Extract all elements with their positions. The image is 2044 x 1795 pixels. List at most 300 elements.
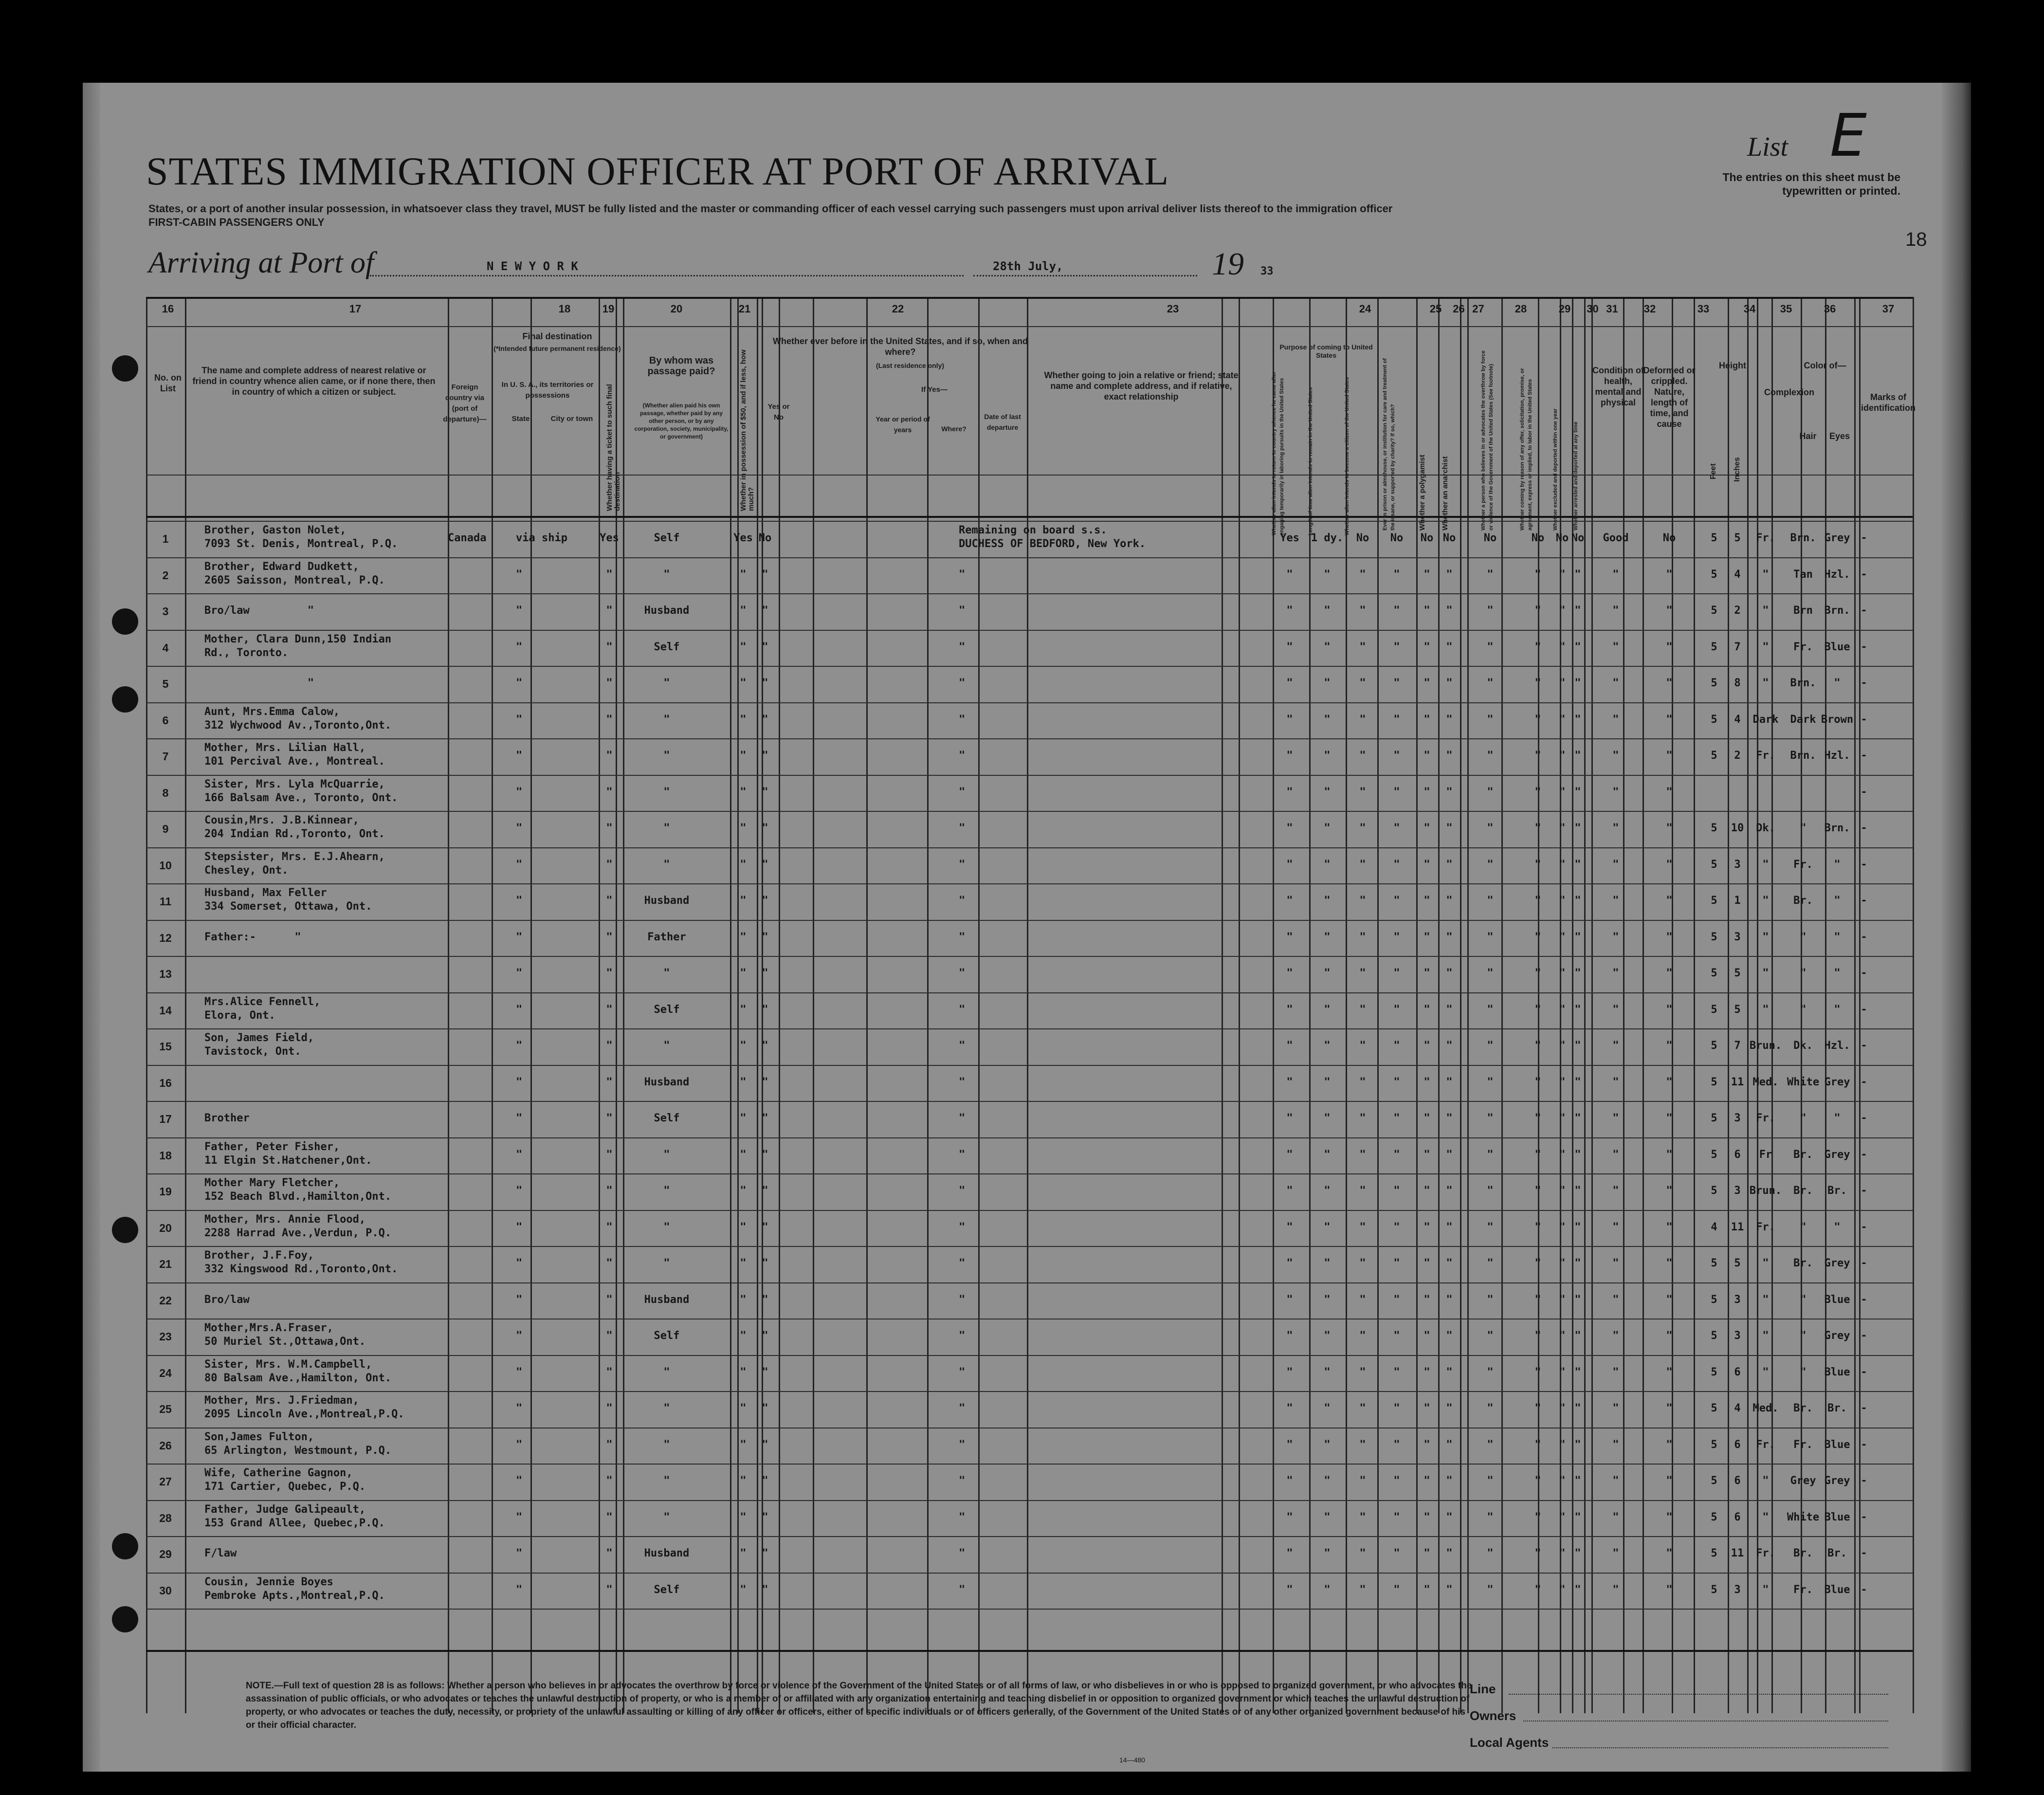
cell-c29: " — [1534, 641, 1541, 653]
cell-c25: " — [1393, 859, 1400, 871]
cell-health: " — [1612, 568, 1619, 581]
cell-p24c: " — [1359, 1185, 1366, 1197]
cell-join: " — [959, 1185, 966, 1197]
cell-ticket: " — [606, 1584, 613, 1596]
row-divider — [146, 666, 1913, 667]
cell-join: " — [959, 568, 966, 581]
row-number: 1 — [162, 532, 169, 545]
cell-eyes: Brn. — [1824, 604, 1850, 617]
header-feet: Feet — [1709, 463, 1717, 479]
list-label: List — [1747, 132, 1788, 162]
cell-c25: " — [1393, 1439, 1400, 1451]
cell-c29: " — [1534, 714, 1541, 726]
row-divider — [146, 1173, 1913, 1174]
cell-ticket: Yes — [600, 532, 619, 544]
cell-c29: No — [1531, 532, 1545, 544]
cell-rel: Mother Mary Fletcher, 152 Beach Blvd.,Hamilton,Ont. — [204, 1177, 392, 1203]
cell-before: " — [762, 677, 768, 689]
cell-deformed: " — [1666, 568, 1673, 581]
cell-c31: " — [1574, 1040, 1581, 1052]
cell-health: " — [1612, 1584, 1619, 1596]
cell-c27: " — [1446, 1257, 1453, 1269]
cell-ticket: " — [606, 750, 613, 762]
cell-deformed: " — [1666, 822, 1673, 834]
subtitle-line-1: States, or a port of another insular possession, in whatsoever class they travel, MUST be fully listed and the master or commanding officer of each vessel carrying such passengers must upon arrival deliver lists thereof to the immigration officer — [148, 202, 1393, 215]
column-number: 32 — [1643, 303, 1656, 315]
cell-c27: " — [1446, 1004, 1453, 1016]
cell-p24a: " — [1286, 1294, 1293, 1306]
header-purpose-citizen: Whether alien intends to become a citizen of the United States — [1344, 377, 1350, 535]
cell-c29: " — [1534, 895, 1541, 907]
line-fill-line — [1509, 1694, 1888, 1695]
cell-c30: " — [1559, 1076, 1566, 1088]
cell-c30: " — [1559, 568, 1566, 581]
cell-p24b: " — [1324, 568, 1331, 581]
cell-c31: " — [1574, 1475, 1581, 1487]
row-number: 26 — [159, 1439, 172, 1452]
header-money: Whether in possession of $50, and if less, how much? — [739, 349, 755, 511]
cell-p24a: " — [1286, 677, 1293, 689]
cell-p24b: 1 dy. — [1311, 532, 1344, 544]
cell-c26: " — [1424, 568, 1430, 581]
header-polygamist: Whether a polygamist — [1418, 455, 1426, 531]
cell-health: " — [1612, 1294, 1619, 1306]
cell-cx: Med. — [1752, 1076, 1779, 1088]
cell-p24a: " — [1286, 1475, 1293, 1487]
cell-c26: " — [1424, 786, 1430, 798]
header-eyes: Eyes — [1829, 431, 1850, 441]
cell-eyes: Blue — [1824, 1584, 1850, 1596]
cell-before: " — [762, 641, 768, 653]
cell-health: " — [1612, 1439, 1619, 1451]
cell-marks: - — [1861, 1511, 1867, 1523]
page-title: STATES IMMIGRATION OFFICER AT PORT OF ARRIVAL — [146, 149, 1169, 193]
row-number: 7 — [162, 750, 169, 763]
cell-p24c: " — [1359, 895, 1366, 907]
cell-p24a: " — [1286, 604, 1293, 617]
cell-p24b: " — [1324, 1366, 1331, 1378]
cell-p24a: " — [1286, 1149, 1293, 1161]
cell-marks: - — [1861, 1584, 1867, 1596]
cell-c26: " — [1424, 714, 1430, 726]
cell-ft: 5 — [1711, 967, 1717, 979]
cell-rel: Mother, Mrs. J.Friedman, 2095 Lincoln Ave.,Montreal,P.Q. — [204, 1394, 404, 1420]
header-last-residence: (Last residence only) — [876, 362, 945, 369]
cell-deformed: " — [1666, 967, 1673, 979]
cell-paid: Husband — [644, 604, 690, 617]
cell-hair: " — [1800, 1112, 1807, 1124]
cell-c27: " — [1446, 1294, 1453, 1306]
row-number: 18 — [159, 1149, 172, 1162]
cell-cx: " — [1762, 1366, 1769, 1378]
cell-c29: " — [1534, 1004, 1541, 1016]
cell-hair: Fr. — [1793, 641, 1813, 653]
row-divider — [146, 702, 1913, 703]
cell-money: " — [740, 895, 747, 907]
cell-c26: " — [1424, 1040, 1430, 1052]
cell-ft: 4 — [1711, 1221, 1717, 1233]
cell-p24c: " — [1359, 677, 1366, 689]
cell-before: " — [762, 568, 768, 581]
cell-c31: " — [1574, 931, 1581, 943]
cell-health: " — [1612, 1004, 1619, 1016]
cell-paid: " — [663, 1439, 670, 1451]
cell-cx: Fr. — [1756, 1439, 1775, 1451]
cell-usa: " — [516, 714, 523, 726]
cell-money: " — [740, 1547, 747, 1559]
cell-c30: " — [1559, 677, 1566, 689]
cell-paid: " — [663, 1475, 670, 1487]
cell-paid: Self — [654, 1330, 680, 1342]
cell-p24b: " — [1324, 1040, 1331, 1052]
cell-ticket: " — [606, 1149, 613, 1161]
cell-money: " — [740, 1330, 747, 1342]
cell-c27: " — [1446, 1439, 1453, 1451]
cell-usa: " — [516, 1257, 523, 1269]
cell-p24b: " — [1324, 931, 1331, 943]
cell-paid: " — [663, 1257, 670, 1269]
header-passage-paid: By whom was passage paid? — [647, 355, 715, 377]
cell-money: " — [740, 1584, 747, 1596]
cell-c31: " — [1574, 859, 1581, 871]
cell-ft: 5 — [1711, 1475, 1717, 1487]
header-q31: Whether arrested and deported at any time — [1573, 421, 1579, 531]
cell-c29: " — [1534, 1112, 1541, 1124]
cell-join: " — [959, 1402, 966, 1414]
cell-c31: " — [1574, 1004, 1581, 1016]
cell-paid: " — [663, 1149, 670, 1161]
cell-eyes: " — [1834, 677, 1841, 689]
cell-join: " — [959, 895, 966, 907]
cell-hair: Br. — [1793, 895, 1813, 907]
row-divider — [146, 920, 1913, 921]
subtitle-line-2: FIRST-CABIN PASSENGERS ONLY — [148, 216, 325, 228]
cell-c30: " — [1559, 714, 1566, 726]
column-number: 36 — [1824, 303, 1836, 315]
cell-p24a: " — [1286, 786, 1293, 798]
cell-c25: " — [1393, 1294, 1400, 1306]
cell-c29: " — [1534, 750, 1541, 762]
cell-p24c: " — [1359, 859, 1366, 871]
cell-ft: 5 — [1711, 604, 1717, 617]
cell-money: " — [740, 859, 747, 871]
cell-c27: " — [1446, 1475, 1453, 1487]
cell-c29: " — [1534, 1511, 1541, 1523]
cell-c27: " — [1446, 1185, 1453, 1197]
cell-p24b: " — [1324, 1257, 1331, 1269]
cell-before: " — [762, 1366, 768, 1378]
cell-marks: - — [1861, 568, 1867, 581]
column-number: 19 — [602, 303, 615, 315]
cell-p24a: " — [1286, 1221, 1293, 1233]
row-number: 30 — [159, 1584, 172, 1597]
cell-paid: " — [663, 1221, 670, 1233]
cell-c29: " — [1534, 568, 1541, 581]
cell-join: " — [959, 1257, 966, 1269]
header-if-yes: If Yes— — [921, 385, 948, 394]
cell-money: " — [740, 1185, 747, 1197]
cell-p24a: " — [1286, 1185, 1293, 1197]
cell-health: " — [1612, 1366, 1619, 1378]
cell-deformed: " — [1666, 1366, 1673, 1378]
cell-eyes: Grey — [1824, 532, 1850, 544]
cell-health: " — [1612, 1112, 1619, 1124]
cell-in: 5 — [1734, 967, 1741, 979]
cell-c31: " — [1574, 967, 1581, 979]
cell-ticket: " — [606, 822, 613, 834]
cell-join: " — [959, 1439, 966, 1451]
cell-p24b: " — [1324, 1547, 1331, 1559]
cell-rel: Son,James Fulton, 65 Arlington, Westmount, P.Q. — [204, 1431, 392, 1457]
cell-c26: " — [1424, 822, 1430, 834]
cell-marks: - — [1861, 786, 1867, 798]
cell-deformed: " — [1666, 1149, 1673, 1161]
cell-c31: " — [1574, 786, 1581, 798]
cell-c30: " — [1559, 859, 1566, 871]
cell-marks: - — [1861, 1257, 1867, 1269]
typewritten-instructions: The entries on this sheet must be typewritten or printed. — [1722, 171, 1900, 197]
cell-c26: No — [1420, 532, 1434, 544]
cell-paid: " — [663, 1511, 670, 1523]
cell-p24c: " — [1359, 822, 1366, 834]
cell-cx: Dk. — [1756, 822, 1775, 834]
cell-c27: " — [1446, 1076, 1453, 1088]
row-divider — [146, 1246, 1913, 1247]
cell-hair: " — [1800, 822, 1807, 834]
header-inches: Inches — [1733, 457, 1741, 482]
cell-c29: " — [1534, 859, 1541, 871]
cell-money: " — [740, 786, 747, 798]
year-suffix: 33 — [1260, 265, 1274, 277]
header-q28: Whether a person who believes in or advocates the overthrow by force or violence of the Government of the United States (See footnote) — [1480, 350, 1494, 531]
cell-c30: " — [1559, 604, 1566, 617]
row-divider — [146, 1137, 1913, 1138]
cell-in: 11 — [1731, 1547, 1744, 1559]
cell-before: " — [762, 604, 768, 617]
cell-c28: " — [1487, 714, 1494, 726]
cell-cx: " — [1762, 1330, 1769, 1342]
column-number: 31 — [1606, 303, 1618, 315]
cell-ft: 5 — [1711, 1112, 1717, 1124]
cell-p24c: " — [1359, 1511, 1366, 1523]
cell-health: " — [1612, 967, 1619, 979]
cell-deformed: " — [1666, 1330, 1673, 1342]
cell-c30: " — [1559, 1584, 1566, 1596]
cell-c27: " — [1446, 1330, 1453, 1342]
cell-c27: " — [1446, 1584, 1453, 1596]
cell-c28: " — [1487, 895, 1494, 907]
cell-marks: - — [1861, 532, 1867, 544]
cell-health: " — [1612, 714, 1619, 726]
header-deformed: Deformed or crippled. Nature, length of time, and cause — [1643, 366, 1696, 429]
cell-rel: Brother, J.F.Foy, 332 Kingswood Rd.,Toronto,Ont. — [204, 1249, 398, 1275]
cell-p24b: " — [1324, 1294, 1331, 1306]
row-divider — [146, 1065, 1913, 1066]
column-number: 35 — [1780, 303, 1792, 315]
cell-p24a: " — [1286, 1076, 1293, 1088]
cell-in: 6 — [1734, 1439, 1741, 1451]
cell-health: " — [1612, 1076, 1619, 1088]
cell-p24c: " — [1359, 1366, 1366, 1378]
cell-health: " — [1612, 1402, 1619, 1414]
cell-p24b: " — [1324, 967, 1331, 979]
cell-in: 2 — [1734, 750, 1741, 762]
cell-in: 10 — [1731, 822, 1744, 834]
cell-c25: " — [1393, 1112, 1400, 1124]
cell-in: 7 — [1734, 641, 1741, 653]
cell-join: " — [959, 714, 966, 726]
cell-ft: 5 — [1711, 750, 1717, 762]
cell-c29: " — [1534, 1149, 1541, 1161]
row-divider — [146, 1210, 1913, 1211]
cell-c28: " — [1487, 1294, 1494, 1306]
cell-c26: " — [1424, 677, 1430, 689]
cell-c28: " — [1487, 677, 1494, 689]
cell-marks: - — [1861, 641, 1867, 653]
cell-usa: " — [516, 1185, 523, 1197]
cell-c29: " — [1534, 1547, 1541, 1559]
cell-cx: " — [1762, 568, 1769, 581]
cell-hair: Brn. — [1790, 750, 1816, 762]
cell-eyes: Brown — [1821, 714, 1854, 726]
cell-p24b: " — [1324, 1004, 1331, 1016]
cell-p24b: " — [1324, 1402, 1331, 1414]
cell-deformed: " — [1666, 1439, 1673, 1451]
cell-marks: - — [1861, 1366, 1867, 1378]
header-no-on-list: No. on List — [154, 373, 182, 393]
cell-cx: Dark — [1752, 714, 1779, 726]
cell-cx: " — [1762, 604, 1769, 617]
cell-p24c: " — [1359, 1547, 1366, 1559]
row-divider — [146, 1028, 1913, 1029]
cell-cx: Fr. — [1756, 1112, 1775, 1124]
header-relative: The name and complete address of nearest relative or friend in country whence alien came, or if none there, then in country of which a citizen or subject. — [192, 366, 436, 397]
cell-c25: " — [1393, 1040, 1400, 1052]
cell-ft: 5 — [1711, 1366, 1717, 1378]
cell-in: 5 — [1734, 532, 1741, 544]
cell-c29: " — [1534, 1040, 1541, 1052]
cell-p24b: " — [1324, 1185, 1331, 1197]
cell-marks: - — [1861, 1475, 1867, 1487]
cell-marks: - — [1861, 859, 1867, 871]
cell-money: " — [740, 1040, 747, 1052]
cell-p24c: " — [1359, 1004, 1366, 1016]
cell-p24c: " — [1359, 1112, 1366, 1124]
cell-c25: " — [1393, 1221, 1400, 1233]
cell-p24a: " — [1286, 1040, 1293, 1052]
cell-ticket: " — [606, 895, 613, 907]
cell-p24c: " — [1359, 1584, 1366, 1596]
row-number: 3 — [162, 605, 169, 618]
cell-ft: 5 — [1711, 641, 1717, 653]
cell-join: " — [959, 967, 966, 979]
column-number: 26 — [1453, 303, 1465, 315]
column-number: 18 — [558, 303, 571, 315]
cell-c25: " — [1393, 568, 1400, 581]
cell-c28: " — [1487, 1112, 1494, 1124]
cell-before: No — [758, 532, 772, 544]
cell-before: " — [762, 1149, 768, 1161]
cell-c31: " — [1574, 1402, 1581, 1414]
cell-marks: - — [1861, 1076, 1867, 1088]
cell-eyes: Hzl. — [1824, 568, 1850, 581]
cell-c26: " — [1424, 1112, 1430, 1124]
cell-marks: - — [1861, 1185, 1867, 1197]
cell-c30: " — [1559, 1366, 1566, 1378]
cell-usa: " — [516, 895, 523, 907]
cell-rel: Mother, Clara Dunn,150 Indian Rd., Toronto. — [204, 633, 392, 659]
cell-c31: " — [1574, 568, 1581, 581]
cell-eyes: " — [1834, 1112, 1841, 1124]
cell-rel: Brother, Edward Dudkett, 2605 Saisson, Montreal, P.Q. — [204, 561, 385, 586]
cell-c25: " — [1393, 1185, 1400, 1197]
cell-c28: " — [1487, 750, 1494, 762]
cell-c25: " — [1393, 604, 1400, 617]
cell-health: " — [1612, 895, 1619, 907]
cell-ft: 5 — [1711, 714, 1717, 726]
cell-cx: " — [1762, 1294, 1769, 1306]
cell-in: 6 — [1734, 1475, 1741, 1487]
cell-c30: " — [1559, 931, 1566, 943]
cell-join: " — [959, 1584, 966, 1596]
cell-deformed: " — [1666, 931, 1673, 943]
cell-cx: Fr. — [1756, 1221, 1775, 1233]
cell-before: " — [762, 895, 768, 907]
cell-ft: 5 — [1711, 931, 1717, 943]
cell-paid: " — [663, 786, 670, 798]
cell-c30: " — [1559, 1402, 1566, 1414]
cell-c31: " — [1574, 641, 1581, 653]
cell-money: " — [740, 677, 747, 689]
cell-c27: " — [1446, 641, 1453, 653]
cell-c27: " — [1446, 1149, 1453, 1161]
cell-usa: " — [516, 1547, 523, 1559]
cell-paid: " — [663, 714, 670, 726]
cell-paid: Self — [654, 1584, 680, 1596]
cell-p24c: " — [1359, 1402, 1366, 1414]
cell-hair: " — [1800, 1294, 1807, 1306]
cell-hair: Br. — [1793, 1547, 1813, 1559]
header-passage-note: (Whether alien paid his own passage, whether paid by any other person, or by any corporation, society, municipality, or government) — [634, 402, 729, 440]
cell-p24a: " — [1286, 714, 1293, 726]
cell-p24b: " — [1324, 1149, 1331, 1161]
cell-paid: " — [663, 568, 670, 581]
cell-c27: " — [1446, 750, 1453, 762]
cell-cx: " — [1762, 641, 1769, 653]
cell-c28: " — [1487, 1257, 1494, 1269]
owners-fill-line — [1523, 1721, 1888, 1722]
row-number: 27 — [159, 1475, 172, 1488]
cell-money: " — [740, 1221, 747, 1233]
column-number: 29 — [1558, 303, 1571, 315]
header-final-destination: Final destination — [522, 331, 592, 341]
row-number: 29 — [159, 1548, 172, 1560]
row-divider — [146, 521, 1913, 522]
cell-usa: " — [516, 1402, 523, 1414]
cell-c27: " — [1446, 931, 1453, 943]
cell-p24b: " — [1324, 1221, 1331, 1233]
cell-c28: " — [1487, 1511, 1494, 1523]
cell-c31: " — [1574, 1511, 1581, 1523]
cell-ticket: " — [606, 1402, 613, 1414]
cell-money: Yes — [733, 532, 753, 544]
cell-hair: Br. — [1793, 1402, 1813, 1414]
cell-p24b: " — [1324, 1439, 1331, 1451]
cell-deformed: " — [1666, 1185, 1673, 1197]
cell-ft: 5 — [1711, 1439, 1717, 1451]
cell-hair: Br. — [1793, 1185, 1813, 1197]
cell-hair: Br. — [1793, 1257, 1813, 1269]
